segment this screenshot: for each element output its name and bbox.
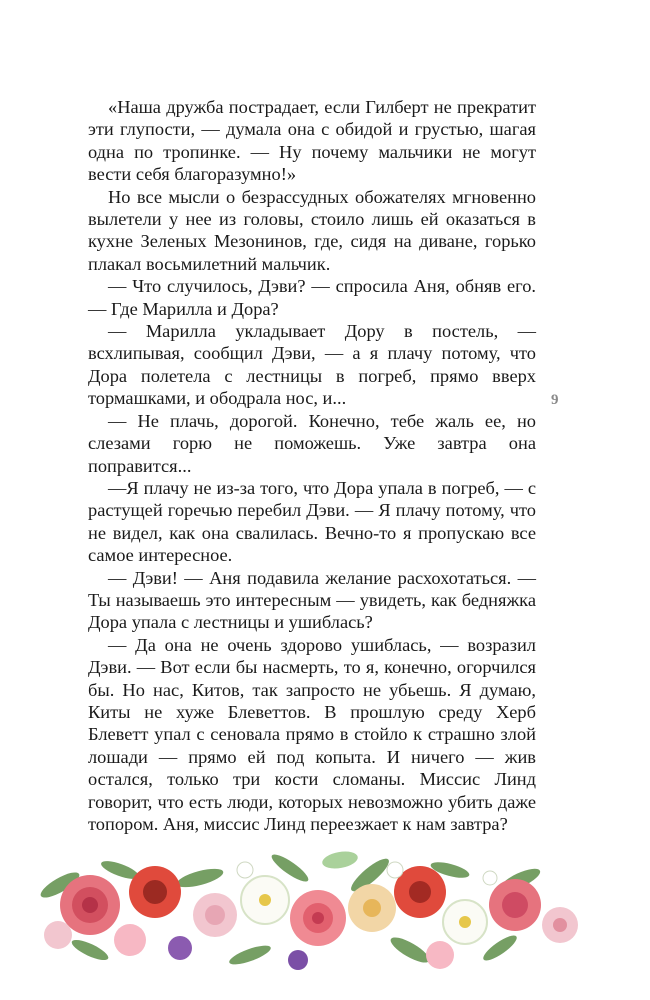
floral-border-illustration <box>0 830 650 1000</box>
paragraph-6: —Я плачу не из-за того, что Дора упала в погреб, — с растущей горечью перебил Дэви. — Я плачу потому, что не видел, как она свалилась. Вечно-то я пропускаю все самое интересное. <box>88 477 536 566</box>
paragraph-2: Но все мысли о безрассудных обожателях мгновенно вылетели у нее из головы, стоило лишь ей оказаться в кухне Зеленых Мезонинов, где, сидя на диване, горько плакал восьмилетний мальчик. <box>88 186 536 274</box>
paragraph-7: — Дэви! — Аня подавила желание расхохотаться. — Ты называешь это интересным — увидеть, как бедняжка Дора упала с лестницы и ушиблась? <box>88 567 536 633</box>
paragraph-8: — Да она не очень здорово ушиблась, — возразил Дэви. — Вот если бы насмерть, то я, конечно, огорчился бы. Но нас, Китов, так запросто не убьешь. Я думаю, Киты не хуже Блеветтов. В прошлую среду Херб Блеветт упал с сеновала прямо в стойло к страшно злой лошади — прямо ей под копыта. И ничего — жив остался, только три кости сломаны. Миссис Линд говорит, что есть люди, которых невозможно убить даже топором. Аня, миссис Линд переезжает к нам завтра? <box>88 634 536 834</box>
paragraph-4: — Марилла укладывает Дору в постель, — всхлипывая, сообщил Дэви, — а я плачу потому, что Дора полетела с лестницы в погреб, прямо вверх тормашками, и ободрала нос, и... <box>88 321 536 409</box>
paragraph-3: — Что случилось, Дэви? — спросила Аня, обняв его. — Где Марилла и Дора? <box>88 276 536 319</box>
page-number: 9 <box>551 392 559 408</box>
paragraph-1: «Наша дружба пострадает, если Гилберт не прекратит эти глупости, — думала она с обидой и грустью, шагая одна по тропинке. — Ну почему мальчики не могут вести себя благоразумно!» <box>88 97 536 185</box>
body-text <box>88 96 536 835</box>
paragraph-5: — Не плачь, дорогой. Конечно, тебе жаль ее, но слезами горю не поможешь. Уже завтра она поправится... <box>88 410 536 476</box>
